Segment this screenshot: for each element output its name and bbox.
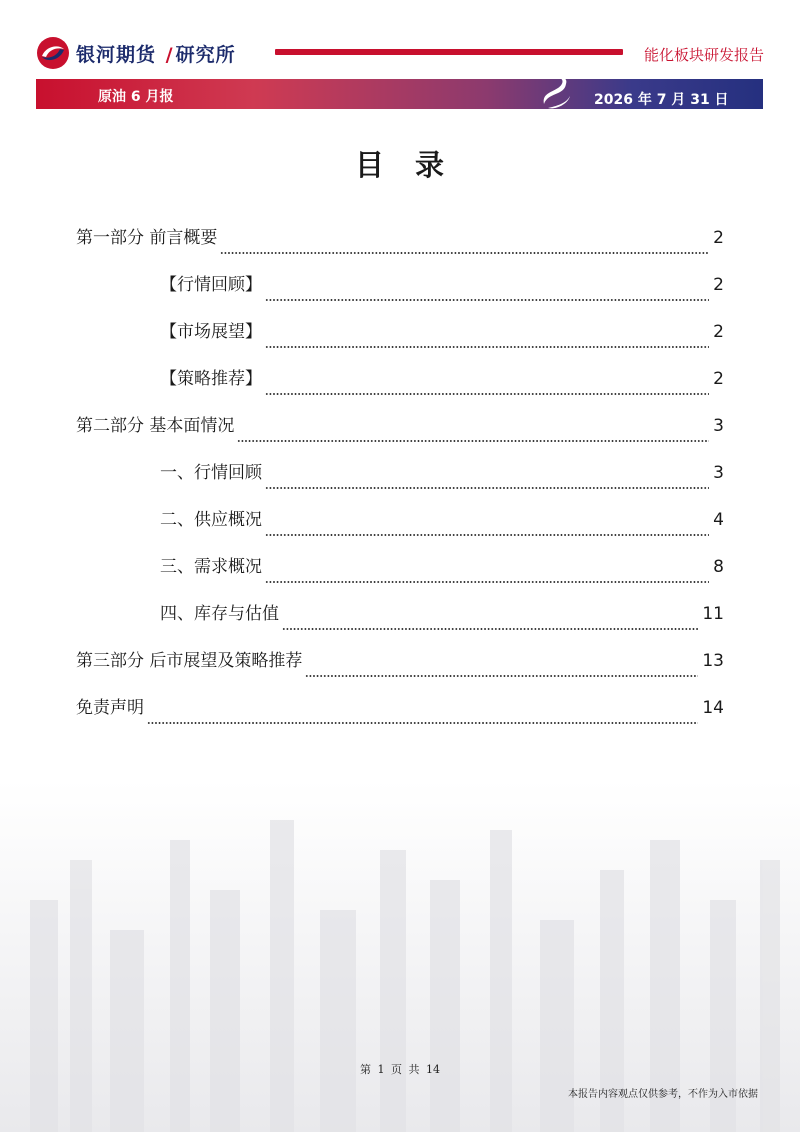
toc-entry-page: 8 [713,557,724,577]
toc-leader-dots [220,252,709,254]
toc-entry-page: 2 [713,275,724,295]
toc-leader-dots [265,393,709,395]
toc-leader-dots [265,346,709,348]
band-title: 原油 6 月报 [98,89,174,105]
toc-entry[interactable] [76,411,724,458]
toc-title: 目 录 [354,148,445,182]
report-type: 能化板块研发报告 [643,46,764,64]
toc-entry[interactable] [76,317,724,364]
toc-entry[interactable] [76,364,724,411]
toc-entry-label: 【策略推荐】 [160,369,262,389]
toc-entry-page: 2 [713,322,724,342]
toc-entry-label: 第一部分 前言概要 [76,228,218,248]
toc-entry-label: 一、行情回顾 [160,463,262,483]
toc-leader-dots [265,534,709,536]
toc-entry-page: 2 [713,228,724,248]
header-red-line [275,49,623,55]
toc-leader-dots [237,440,709,442]
toc-leader-dots [282,628,698,630]
toc-entry[interactable] [76,552,724,599]
toc-leader-dots [265,299,709,301]
company-logo [36,36,236,70]
toc-entry[interactable] [76,223,724,270]
toc-leader-dots [265,487,709,489]
table-of-contents [76,223,724,740]
page-indicator: 第 1 页 共 14 [360,1063,440,1076]
swoosh-icon [540,74,574,114]
toc-entry-page: 13 [702,651,724,671]
toc-entry-label: 第二部分 基本面情况 [76,416,235,436]
toc-entry-label: 免责声明 [76,698,144,718]
background-decoration [0,780,800,1132]
toc-entry-page: 11 [702,604,724,624]
toc-entry[interactable] [76,646,724,693]
brand-name: 银河期货 / 研究所 [76,43,236,66]
toc-entry-label: 三、需求概况 [160,557,262,577]
toc-entry-label: 四、库存与估值 [160,604,279,624]
toc-leader-dots [265,581,709,583]
galaxy-logo-icon [36,36,70,70]
toc-entry-label: 第三部分 后市展望及策略推荐 [76,651,303,671]
toc-entry[interactable] [76,693,724,740]
toc-entry-page: 3 [713,416,724,436]
toc-entry-page: 4 [713,510,724,530]
toc-leader-dots [147,722,698,724]
toc-entry[interactable] [76,599,724,646]
toc-entry[interactable] [76,458,724,505]
report-date: 2026 年 7 月 31 日 [594,92,729,108]
toc-entry-page: 2 [713,369,724,389]
toc-entry-label: 二、供应概况 [160,510,262,530]
toc-entry-label: 【市场展望】 [160,322,262,342]
toc-leader-dots [305,675,698,677]
toc-entry-label: 【行情回顾】 [160,275,262,295]
toc-entry[interactable] [76,270,724,317]
toc-entry-page: 3 [713,463,724,483]
toc-entry-page: 14 [702,698,724,718]
footer-disclaimer: 本报告内容观点仅供参考，不作为入市依据 [568,1089,758,1100]
toc-entry[interactable] [76,505,724,552]
